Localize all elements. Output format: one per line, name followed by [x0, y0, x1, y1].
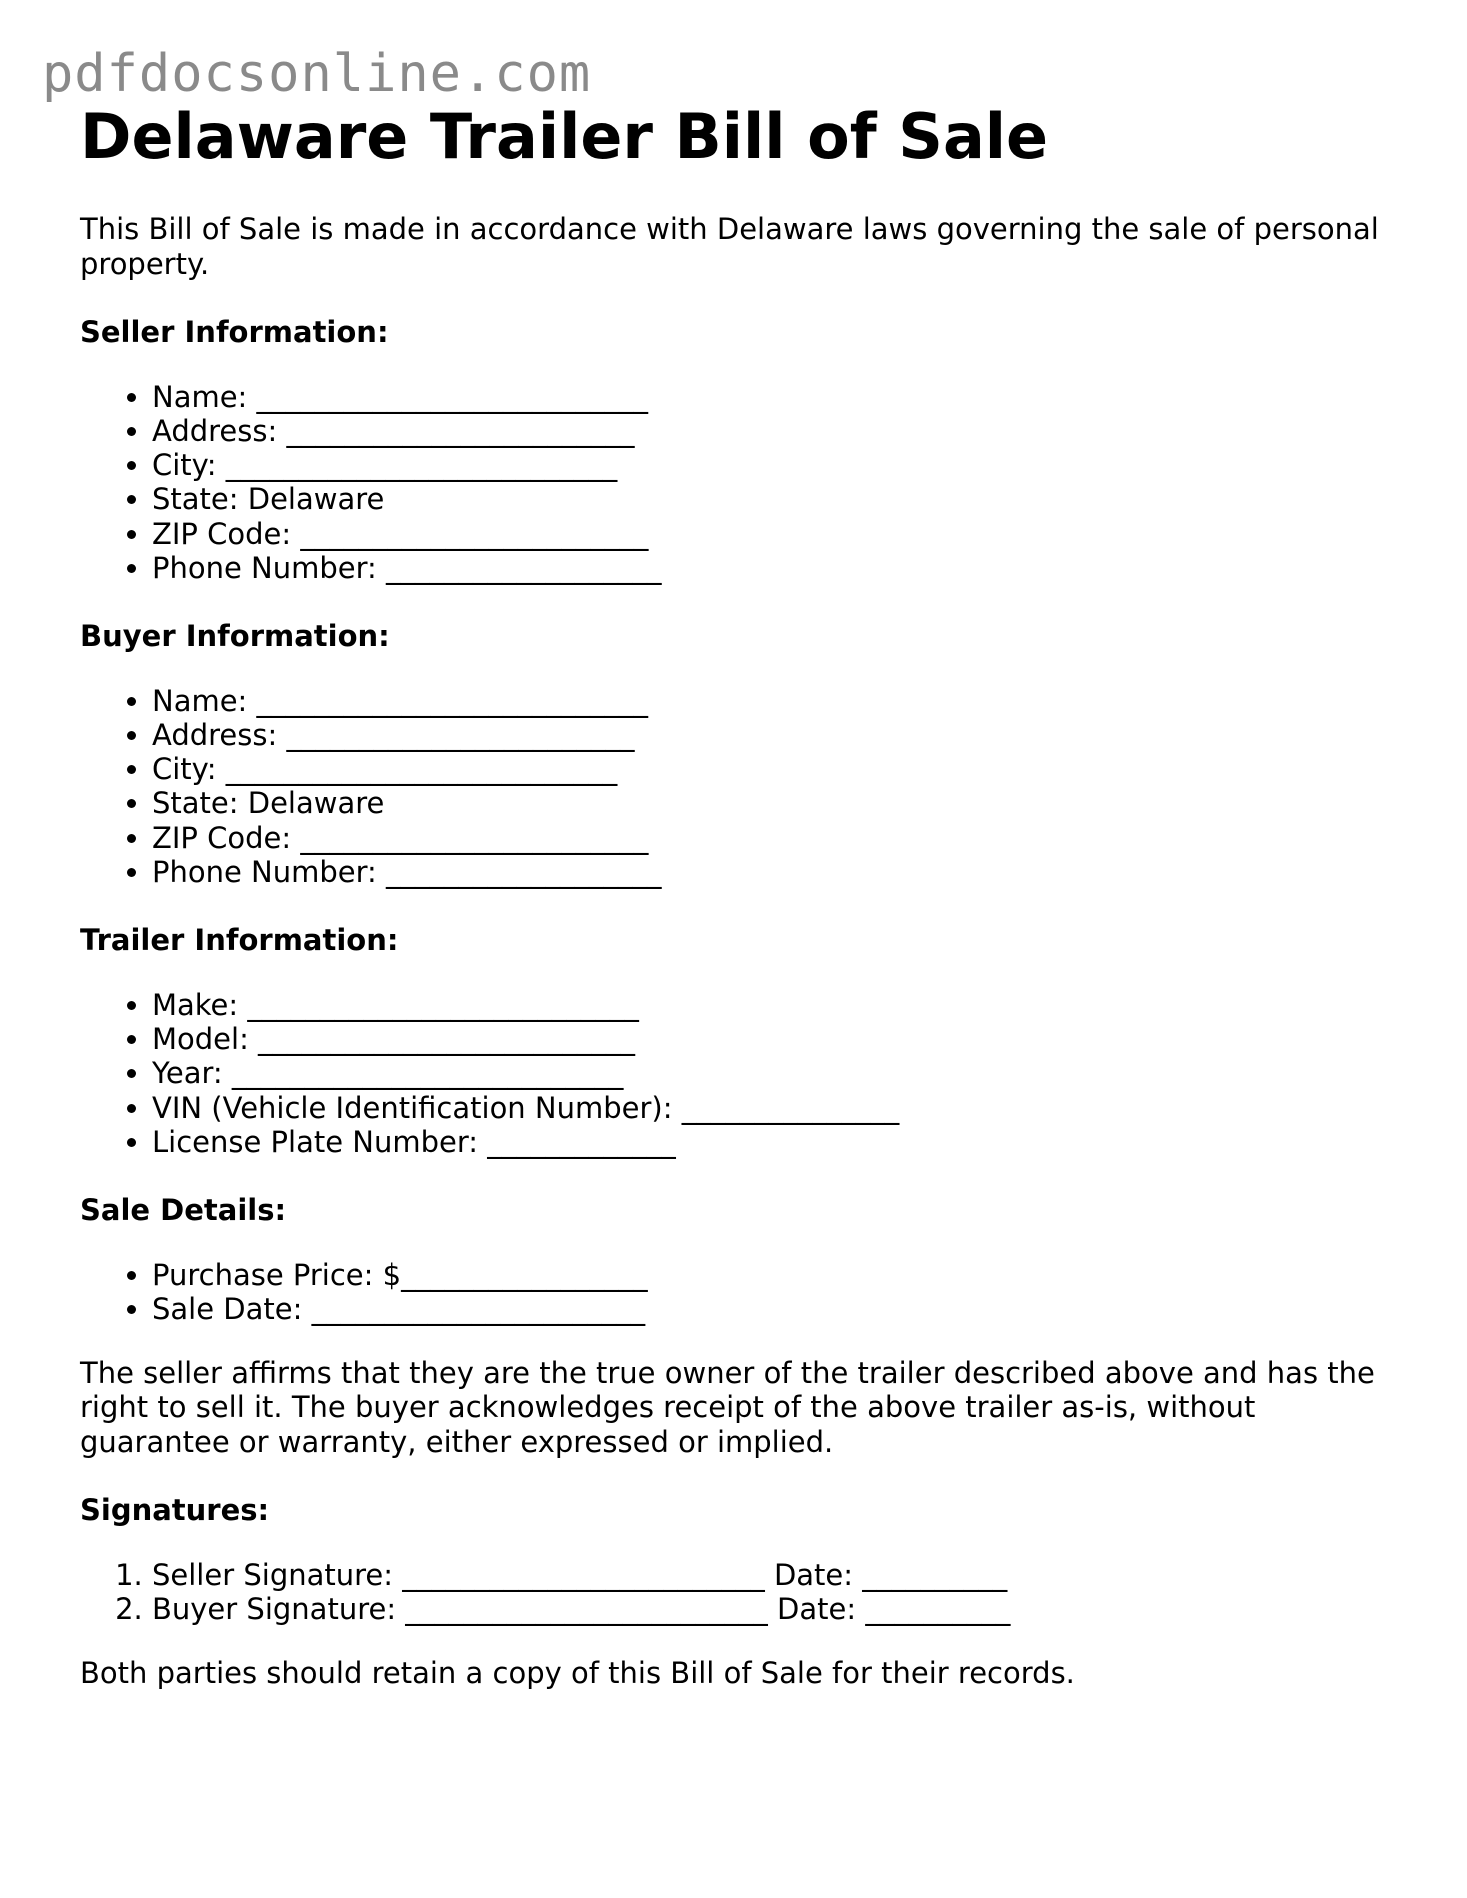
watermark: pdfdocsonline.com — [42, 44, 592, 104]
seller-signature-line: 1. Seller Signature: _________________________ Date: __________ — [152, 1558, 1410, 1592]
buyer-city-field: • City: ___________________________ — [152, 752, 1410, 786]
trailer-model-field: • Model: __________________________ — [152, 1022, 1410, 1056]
seller-address-field: • Address: ________________________ — [152, 414, 1410, 448]
seller-list — [80, 380, 1410, 585]
seller-state-field: • State: Delaware — [152, 482, 1410, 516]
buyer-state-field: • State: Delaware — [152, 786, 1410, 820]
buyer-heading: Buyer Information: — [80, 618, 390, 653]
buyer-signature-line: 2. Buyer Signature: _________________________ Date: __________ — [152, 1592, 1410, 1626]
trailer-make-field: • Make: ___________________________ — [152, 988, 1410, 1022]
intro-paragraph: This Bill of Sale is made in accordance with Delaware laws governing the sale of personal property. — [80, 212, 1379, 281]
trailer-plate-field: • License Plate Number: _____________ — [152, 1125, 1410, 1159]
buyer-zip-field: • ZIP Code: ________________________ — [152, 821, 1410, 855]
buyer-address-field: • Address: ________________________ — [152, 718, 1410, 752]
closing-paragraph: Both parties should retain a copy of this Bill of Sale for their records. — [80, 1656, 1075, 1691]
buyer-name-field: • Name: ___________________________ — [152, 684, 1410, 718]
trailer-vin-field: • VIN (Vehicle Identification Number): _______________ — [152, 1091, 1410, 1125]
sale-heading: Sale Details: — [80, 1192, 287, 1227]
seller-zip-field: • ZIP Code: ________________________ — [152, 517, 1410, 551]
trailer-year-field: • Year: ___________________________ — [152, 1056, 1410, 1090]
seller-city-field: • City: ___________________________ — [152, 448, 1410, 482]
document-title: Delaware Trailer Bill of Sale — [80, 100, 1049, 173]
sale-list — [80, 1258, 1410, 1326]
trailer-list — [80, 988, 1410, 1159]
signatures-list — [80, 1558, 1410, 1626]
affirmation-paragraph: The seller affirms that they are the true owner of the trailer described above and has the right to sell it. The buyer acknowledges receipt of the above trailer as-is, without guarantee or warranty, either expressed or implied. — [80, 1356, 1375, 1459]
buyer-phone-field: • Phone Number: ___________________ — [152, 855, 1410, 889]
seller-phone-field: • Phone Number: ___________________ — [152, 551, 1410, 585]
seller-heading: Seller Information: — [80, 314, 389, 349]
document-page — [80, 100, 1410, 1690]
trailer-heading: Trailer Information: — [80, 923, 399, 958]
seller-name-field: • Name: ___________________________ — [152, 380, 1410, 414]
buyer-list — [80, 684, 1410, 889]
signatures-heading: Signatures: — [80, 1492, 270, 1527]
sale-date-field: • Sale Date: _______________________ — [152, 1292, 1410, 1326]
purchase-price-field: • Purchase Price: $_________________ — [152, 1258, 1410, 1292]
